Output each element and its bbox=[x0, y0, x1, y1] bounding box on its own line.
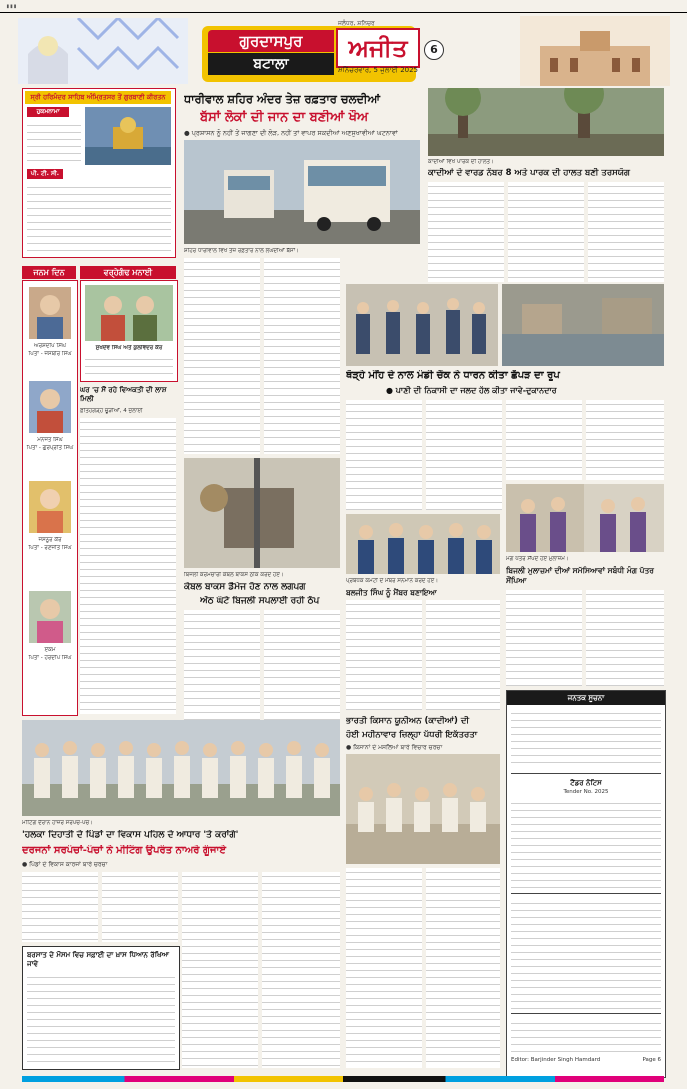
lead-subhead: ● ਪ੍ਰਸ਼ਾਸਨ ਨੂੰ ਨਹੀਂ ਤੋਂ ਜਾਗਣਾ ਦੀ ਲੋੜ, ਨਹੀਂ ਤਾਂ ਵਾਪਰ ਸਕਦੀਆਂ ਅਣਸੁਖਾਵੀਆਂ ਘਟਨਾਵਾਂ bbox=[184, 129, 398, 137]
farmer-headline-1: ਭਾਰਤੀ ਕਿਸਾਨ ਯੂਨੀਅਨ (ਕਾਦੀਆਂ) ਦੀ bbox=[346, 716, 470, 726]
bottom-body-col3 bbox=[182, 872, 258, 1068]
cable-box-headline-1: ਕੇਬਲ ਬਾਕਸ ਡੈਮੇਜ ਹੋਣ ਨਾਲ ਲਗਪਗ bbox=[184, 582, 306, 592]
park-photo-caption: ਕਾਦੀਆਂ ਵਿਖੇ ਪਾਰਕ ਦੀ ਹਾਲਤ। bbox=[428, 159, 494, 165]
bottom-body-col1 bbox=[22, 872, 98, 942]
birthday-photo-2 bbox=[29, 381, 71, 433]
committee-body-col1 bbox=[346, 600, 422, 710]
cable-box-caption: ਬਿਜਲੀ ਕਰਮਚਾਰੀ ਕੇਬਲ ਬਾਕਸ ਠੀਕ ਕਰਦੇ ਹੋਏ। bbox=[184, 572, 284, 578]
bottom-headline-1: 'ਹਲਕਾ ਦਿਹਾਤੀ ਦੇ ਪਿੰਡਾਂ ਦਾ ਵਿਕਾਸ ਪਹਿਲ ਦੇ ਆਧਾਰ 'ਤੇ ਕਰਾਂਗੇ' bbox=[22, 830, 239, 840]
kirtan-ad-text-1 bbox=[27, 121, 81, 165]
birthday-header: ਜਨਮ ਦਿਨ bbox=[22, 266, 76, 279]
birthday-photo-1 bbox=[29, 287, 71, 339]
lead-photo-caption: ਸ਼ਹਿਰ ਧਾਰੀਵਾਲ ਵਿਖੇ ਤੇਜ਼ ਰਫ਼ਤਾਰ ਨਾਲ ਲੰਘਦੀਆਂ ਬੱਸਾਂ। bbox=[184, 248, 299, 254]
masthead-city-primary: ਗੁਰਦਾਸਪੁਰ bbox=[208, 30, 334, 52]
farmer-body-col1 bbox=[346, 868, 422, 1068]
bottom-body-col2 bbox=[102, 872, 178, 942]
committee-caption: ਪ੍ਰਬੰਧਕ ਕਮੇਟੀ ਦੇ ਮੈਂਬਰ ਸਨਮਾਨ ਕਰਦੇ ਹੋਏ। bbox=[346, 578, 439, 584]
birthday-photo-3 bbox=[29, 481, 71, 533]
birthday-photo-4 bbox=[29, 591, 71, 643]
anniversary-text bbox=[85, 355, 173, 377]
classifieds-column bbox=[506, 690, 666, 1078]
birthday-name-1: ਅਰਸ਼ਦੀਪ ਸਿੰਘ bbox=[34, 343, 66, 349]
kirtan-ad-text-2 bbox=[27, 183, 171, 253]
birthday-name-4: ਏਕਮ bbox=[44, 647, 56, 653]
committee-photo bbox=[346, 514, 500, 574]
anniversary-photo bbox=[85, 285, 173, 341]
mandi-body-col4 bbox=[586, 400, 664, 480]
masthead-paper-name: ਅਜੀਤ bbox=[336, 28, 420, 68]
masthead-edition: ਜਲੰਧਰ, ਸ਼ਨਿਚਰ bbox=[338, 20, 375, 27]
anniversary-header: ਵਰ੍ਹੇਗੰਢ ਮਨਾਈ bbox=[80, 266, 176, 279]
birthday-name-2: ਮਨਜੋਤ ਸਿੰਘ bbox=[37, 437, 63, 443]
classified-divider-3 bbox=[511, 1013, 661, 1014]
birthday-parents-1: ਪਿਤਾ - ਜਸਬੀਰ ਸਿੰਘ bbox=[28, 351, 72, 357]
tender-header: ਟੈਂਡਰ ਨੋਟਿਸ bbox=[570, 779, 602, 787]
kirtan-ad-sub: ਹੁਕਮਨਾਮਾ bbox=[27, 107, 69, 117]
small-story-body bbox=[80, 418, 176, 714]
classified-notice-2 bbox=[511, 899, 661, 1009]
birthday-name-3: ਜਸਨੂਰ ਕੌਰ bbox=[38, 537, 62, 543]
tender-number: Tender No. 2025 bbox=[563, 789, 609, 795]
anniversary-caption: ਸੁਖਦੇਵ ਸਿੰਘ ਅਤੇ ਕੁਲਵਿੰਦਰ ਕੌਰ bbox=[95, 345, 163, 351]
classified-divider-1 bbox=[511, 773, 661, 774]
gurdwara-illustration-left bbox=[18, 18, 188, 84]
top-right-body-col1 bbox=[428, 182, 504, 282]
cable-body-col1 bbox=[184, 610, 260, 720]
boxed-story-headline: ਬਰਸਾਤ ਦੇ ਮੌਸਮ ਵਿਚ ਸਫ਼ਾਈ ਦਾ ਖ਼ਾਸ ਧਿਆਨ ਰੱਖਿਆ ਜਾਵੇ bbox=[27, 951, 170, 968]
memorandum-headline: ਬਿਜਲੀ ਮੁਲਾਜ਼ਮਾਂ ਦੀਆਂ ਸਮੱਸਿਆਵਾਂ ਸਬੰਧੀ ਮੰਗ ਪੱਤਰ ਸੌਂਪਿਆ bbox=[506, 566, 654, 585]
small-story-dateline: ਫ਼ਤਿਹਗੜ੍ਹ ਚੂੜੀਆਂ, 4 ਜੁਲਾਈ bbox=[80, 408, 143, 414]
lead-body-col1 bbox=[184, 258, 260, 454]
masthead-city-secondary: ਬਟਾਲਾ bbox=[208, 53, 334, 75]
waterlogging-photo-road bbox=[502, 284, 664, 366]
park-photo bbox=[428, 88, 664, 156]
mandi-body-col2 bbox=[426, 400, 502, 510]
heritage-building-illustration bbox=[520, 16, 670, 86]
waterlogging-photo-group bbox=[346, 284, 498, 366]
bottom-body-col4 bbox=[262, 872, 340, 1068]
farmer-body-col2 bbox=[426, 868, 500, 1068]
farmer-headline-2: ਹੋਈ ਮਹੀਨਾਵਾਰ ਜ਼ਿਲ੍ਹਾ ਪੱਧਰੀ ਇਕੱਤਰਤਾ bbox=[346, 730, 478, 740]
footer-text: Editor: Barjinder Singh Hamdard bbox=[511, 1057, 601, 1063]
top-right-headline: ਕਾਦੀਆਂ ਦੇ ਵਾਰਡ ਨੰਬਰ 8 ਅਤੇ ਪਾਰਕ ਦੀ ਹਾਲਤ ਬਣੀ ਤਰਸਯੋਗ bbox=[428, 168, 630, 178]
birthday-parents-3: ਪਿਤਾ - ਰਣਜੀਤ ਸਿੰਘ bbox=[28, 545, 72, 551]
birthday-parents-2: ਪਿਤਾ - ਗੁਰਪ੍ਰੀਤ ਸਿੰਘ bbox=[26, 445, 74, 451]
small-story-headline: ਘਰ 'ਚ ਸੌਂ ਰਹੇ ਵਿਅਕਤੀ ਦੀ ਲਾਸ਼ ਮਿਲੀ bbox=[80, 386, 167, 403]
sarpanch-meeting-photo bbox=[22, 720, 340, 816]
classifieds-header: ਜਨਤਕ ਸੂਚਨਾ bbox=[507, 691, 665, 705]
kirtan-ad-headline: ਸ੍ਰੀ ਹਰਿਮੰਦਰ ਸਾਹਿਬ ਅੰਮ੍ਰਿਤਸਰ ਤੋਂ ਗੁਰਬਾਣੀ ਕੀਰਤਨ bbox=[25, 91, 171, 104]
memorandum-caption: ਮੰਗ ਪੱਤਰ ਸੌਂਪਦੇ ਹੋਏ ਮੁਲਾਜ਼ਮ। bbox=[506, 556, 569, 562]
page-number: 6 bbox=[424, 40, 444, 60]
masthead-date: ਸ਼ਨਿੱਚਰਵਾਰ, 5 ਜੁਲਾਈ 2025 bbox=[337, 66, 419, 74]
classified-divider-2 bbox=[511, 893, 661, 894]
cable-box-headline-2: ਅੱਠ ਘੰਟੇ ਬਿਜਲੀ ਸਪਲਾਈ ਰਹੀ ਠੱਪ bbox=[200, 596, 320, 606]
memorandum-photo bbox=[506, 484, 664, 552]
mandi-headline: ਥੋੜ੍ਹੇ ਮੀਂਹ ਦੇ ਨਾਲ ਮੰਡੀ ਚੌਕ ਨੇ ਧਾਰਨ ਕੀਤਾ ਛੱਪੜ ਦਾ ਰੂਪ bbox=[346, 370, 560, 381]
boxed-story-body bbox=[27, 973, 175, 1065]
golden-temple-photo bbox=[85, 107, 171, 165]
farmer-subhead: ● ਕਿਸਾਨਾਂ ਦੇ ਮਸਲਿਆਂ ਬਾਰੇ ਵਿਚਾਰ ਚਰਚਾ bbox=[346, 744, 443, 751]
memorandum-body-col2 bbox=[586, 590, 664, 686]
anniversary-box bbox=[80, 280, 178, 382]
printer-color-bar bbox=[22, 1076, 664, 1082]
top-right-body-col3 bbox=[588, 182, 664, 282]
bottom-headline-2: ਦਰਜਨਾਂ ਸਰਪੰਚਾਂ-ਪੰਚਾਂ ਨੇ ਮੀਟਿੰਗ ਉਪਰੰਤ ਨਾਅਰੇ ਗੂੰਜਾਏ bbox=[22, 845, 226, 856]
cable-box-photo bbox=[184, 458, 340, 568]
mandi-subhead: ● ਪਾਣੀ ਦੀ ਨਿਕਾਸੀ ਦਾ ਜਲਦ ਹੱਲ ਕੀਤਾ ਜਾਵੇ-ਦੁਕਾਨਦਾਰ bbox=[386, 386, 557, 395]
classified-notice-1 bbox=[511, 709, 661, 769]
footer-imprint bbox=[511, 1019, 661, 1053]
top-right-body-col2 bbox=[508, 182, 584, 282]
boxed-story bbox=[22, 946, 180, 1070]
kirtan-ad-tag: ਪੀ. ਟੀ. ਸੀ. bbox=[27, 169, 63, 179]
birthday-column bbox=[22, 280, 78, 716]
memorandum-body-col1 bbox=[506, 590, 582, 686]
committee-headline: ਬਲਜੀਤ ਸਿੰਘ ਨੂੰ ਮੈਂਬਰ ਬਣਾਇਆ bbox=[346, 588, 437, 597]
mandi-body-col3 bbox=[506, 400, 582, 480]
lead-photo-buses bbox=[184, 140, 420, 244]
registration-line bbox=[0, 12, 687, 13]
cable-body-col2 bbox=[264, 610, 340, 720]
committee-body-col2 bbox=[426, 600, 500, 710]
lead-body-col2 bbox=[264, 258, 340, 454]
kirtan-ad-box bbox=[22, 88, 176, 258]
farmer-meeting-photo bbox=[346, 754, 500, 864]
mandi-body-col1 bbox=[346, 400, 422, 510]
footer-page: Page 6 bbox=[642, 1057, 661, 1063]
birthday-parents-4: ਪਿਤਾ - ਹਰਦੀਪ ਸਿੰਘ bbox=[28, 655, 72, 661]
tender-body bbox=[511, 799, 661, 889]
print-slug: ▮▮▮ bbox=[6, 3, 17, 10]
bottom-subhead: ● ਪਿੰਡਾਂ ਦੇ ਵਿਕਾਸ ਕਾਰਜਾਂ ਬਾਰੇ ਚਰਚਾ bbox=[22, 861, 108, 868]
lead-headline-line2: ਬੱਸਾਂ ਲੋਕਾਂ ਦੀ ਜਾਨ ਦਾ ਬਣੀਆਂ ਖੌਅ bbox=[200, 110, 369, 125]
lead-headline-line1: ਧਾਰੀਵਾਲ ਸ਼ਹਿਰ ਅੰਦਰ ਤੇਜ਼ ਰਫ਼ਤਾਰ ਚਲਦੀਆਂ bbox=[184, 92, 381, 106]
sarpanch-photo-caption: ਮੀਟਿੰਗ ਦੌਰਾਨ ਹਾਜ਼ਰ ਸਰਪੰਚ-ਪੰਚ। bbox=[22, 820, 93, 826]
